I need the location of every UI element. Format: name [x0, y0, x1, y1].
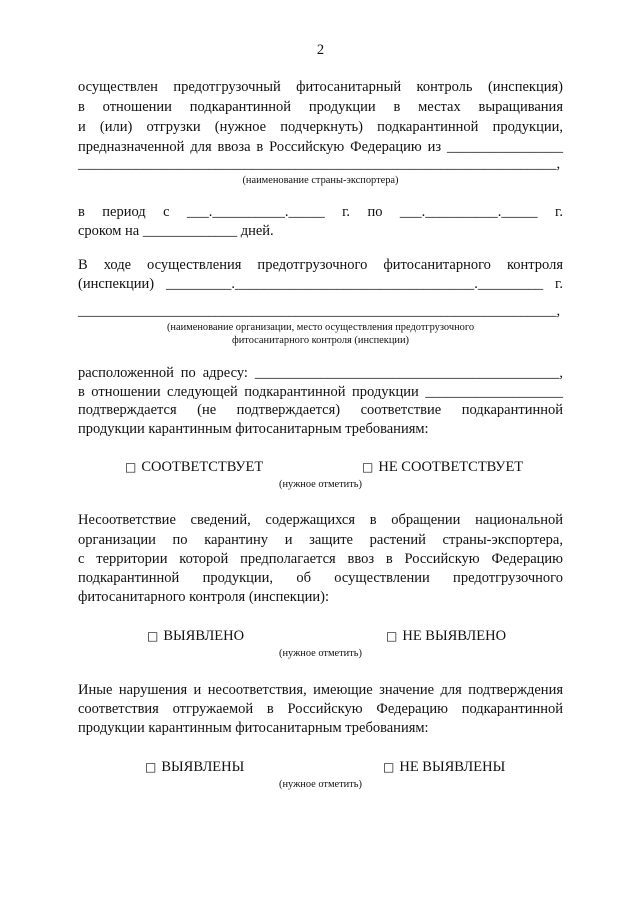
inspection-text-line: осуществлен предотгрузочный фитосанитарный контроль (инспекция)	[78, 79, 563, 95]
option-label: ВЫЯВЛЕНО	[163, 628, 245, 644]
checkbox-icon: □	[125, 460, 137, 474]
period-duration-line: сроком на _____________ дней.	[78, 223, 274, 239]
country-blank-line: __________________________________________________________________,	[78, 156, 561, 172]
inspection-text-line: предназначенной для ввоза в Российскую Федерацию из ________________	[78, 139, 563, 155]
option-label: СООТВЕТСТВУЕТ	[141, 459, 264, 475]
conformity-text-line: продукции карантинным фитосанитарным требованиям:	[78, 421, 429, 437]
checkbox-icon: □	[145, 760, 157, 774]
organization-caption-line: фитосанитарного контроля (инспекции)	[232, 335, 409, 346]
country-caption: (наименование страны-экспортера)	[242, 175, 399, 186]
page-number: 2	[316, 42, 325, 58]
option-detected	[147, 626, 244, 646]
option-label: НЕ СООТВЕТСТВУЕТ	[378, 459, 524, 475]
option-label: ВЫЯВЛЕНЫ	[161, 759, 245, 775]
discrepancy-text-line: организации по карантину и защите растений страны-экспортера,	[78, 532, 563, 548]
product-line: в отношении следующей подкарантинной продукции ___________________	[78, 384, 563, 400]
discrepancy-text-line: Несоответствие сведений, содержащихся в обращении национальной	[78, 512, 563, 528]
option-not-detected	[386, 626, 506, 646]
select-hint: (нужное отметить)	[279, 479, 362, 490]
option-violations-detected	[145, 757, 244, 777]
violations-text-line: соответствия отгружаемой в Российскую Федерацию подкарантинной	[78, 701, 563, 717]
organization-date-line: (инспекции) _________._________________________________._________ г.	[78, 276, 563, 292]
option-label: НЕ ВЫЯВЛЕНЫ	[399, 759, 506, 775]
option-violations-not-detected	[383, 757, 505, 777]
select-hint: (нужное отметить)	[279, 648, 362, 659]
select-hint: (нужное отметить)	[279, 779, 362, 790]
violations-text-line: продукции карантинным фитосанитарным требованиям:	[78, 720, 429, 736]
inspection-text-line: и (или) отгрузки (нужное подчеркнуть) подкарантинной продукции,	[78, 119, 563, 135]
discrepancy-text-line: подкарантинной продукции, об осуществлении предотгрузочного	[78, 570, 563, 586]
violations-text-line: Иные нарушения и несоответствия, имеющие значение для подтверждения	[78, 682, 563, 698]
option-label: НЕ ВЫЯВЛЕНО	[402, 628, 507, 644]
organization-text-line: В ходе осуществления предотгрузочного фитосанитарного контроля	[78, 257, 563, 273]
discrepancy-text-line: с территории которой предполагается ввоз в Российскую Федерацию	[78, 551, 563, 567]
address-line: расположенной по адресу: __________________________________________,	[78, 365, 563, 381]
checkbox-icon: □	[383, 760, 395, 774]
period-range-line: в период с ___.__________._____ г. по ___.__________._____ г.	[78, 204, 563, 220]
checkbox-icon: □	[147, 629, 159, 643]
option-not-conforms	[362, 457, 523, 477]
checkbox-icon: □	[386, 629, 398, 643]
option-conforms	[125, 457, 263, 477]
organization-caption-line: (наименование организации, место осуществления предотгрузочного	[166, 322, 475, 333]
organization-blank-line: __________________________________________________________________,	[78, 303, 561, 319]
conformity-text-line: подтверждается (не подтверждается) соответствие подкарантинной	[78, 402, 563, 418]
discrepancy-text-line: фитосанитарного контроля (инспекции):	[78, 589, 329, 605]
inspection-text-line: в отношении подкарантинной продукции в местах выращивания	[78, 99, 563, 115]
checkbox-icon: □	[362, 460, 374, 474]
